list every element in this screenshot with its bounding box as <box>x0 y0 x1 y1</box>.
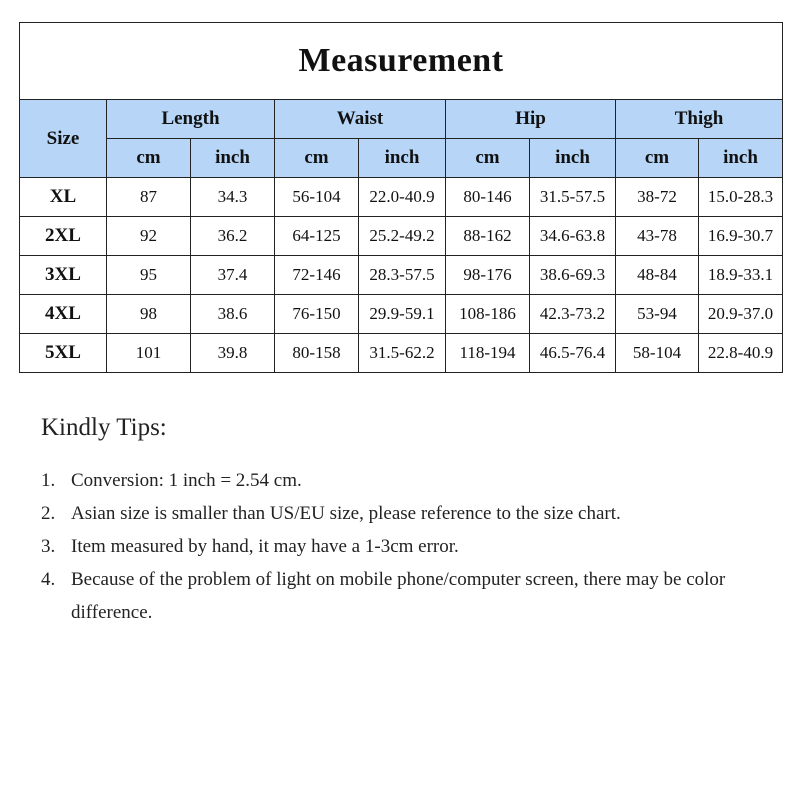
tip-number: 3. <box>41 536 56 557</box>
size-cell: 4XL <box>20 295 107 334</box>
table-cell: 28.3-57.5 <box>359 256 446 295</box>
table-cell: 101 <box>107 334 191 373</box>
table-cell: 16.9-30.7 <box>699 217 783 256</box>
table-cell: 118-194 <box>446 334 530 373</box>
tip-text: Asian size is smaller than US/EU size, please reference to the size chart. <box>71 503 621 524</box>
table-row <box>20 178 783 217</box>
table-cell: 38-72 <box>616 178 699 217</box>
table-cell: 42.3-73.2 <box>530 295 616 334</box>
measurement-table <box>19 22 783 373</box>
table-cell: 72-146 <box>275 256 359 295</box>
size-cell: XL <box>20 178 107 217</box>
table-cell: 37.4 <box>191 256 275 295</box>
tip-number: 2. <box>41 503 56 524</box>
table-cell: 25.2-49.2 <box>359 217 446 256</box>
table-cell: 53-94 <box>616 295 699 334</box>
unit-header: cm <box>107 139 191 178</box>
table-cell: 22.8-40.9 <box>699 334 783 373</box>
tips-list <box>41 464 761 629</box>
table-cell: 18.9-33.1 <box>699 256 783 295</box>
table-cell: 58-104 <box>616 334 699 373</box>
unit-header: inch <box>359 139 446 178</box>
table-cell: 46.5-76.4 <box>530 334 616 373</box>
thigh-header: Thigh <box>616 100 783 139</box>
table-cell: 34.6-63.8 <box>530 217 616 256</box>
table-cell: 56-104 <box>275 178 359 217</box>
table-row <box>20 217 783 256</box>
unit-header: cm <box>446 139 530 178</box>
size-cell: 5XL <box>20 334 107 373</box>
table-cell: 20.9-37.0 <box>699 295 783 334</box>
tips-title: Kindly Tips: <box>41 414 167 441</box>
table-cell: 22.0-40.9 <box>359 178 446 217</box>
unit-header: inch <box>699 139 783 178</box>
table-cell: 31.5-57.5 <box>530 178 616 217</box>
table-cell: 43-78 <box>616 217 699 256</box>
table-title: Measurement <box>20 23 783 100</box>
table-cell: 98 <box>107 295 191 334</box>
list-item <box>41 530 761 563</box>
table-cell: 36.2 <box>191 217 275 256</box>
table-cell: 64-125 <box>275 217 359 256</box>
table-cell: 92 <box>107 217 191 256</box>
table-cell: 98-176 <box>446 256 530 295</box>
unit-header: cm <box>275 139 359 178</box>
table-cell: 39.8 <box>191 334 275 373</box>
table-row <box>20 256 783 295</box>
table-cell: 80-146 <box>446 178 530 217</box>
tip-text: Because of the problem of light on mobile phone/computer screen, there may be color difference. <box>71 569 726 623</box>
tip-number: 1. <box>41 470 56 491</box>
table-cell: 15.0-28.3 <box>699 178 783 217</box>
tip-text: Item measured by hand, it may have a 1-3cm error. <box>71 536 459 557</box>
unit-header: cm <box>616 139 699 178</box>
list-item <box>41 497 761 530</box>
length-header: Length <box>107 100 275 139</box>
size-cell: 3XL <box>20 256 107 295</box>
tip-number: 4. <box>41 569 56 590</box>
table-cell: 31.5-62.2 <box>359 334 446 373</box>
table-cell: 34.3 <box>191 178 275 217</box>
tip-text: Conversion: 1 inch = 2.54 cm. <box>71 470 302 491</box>
table-cell: 108-186 <box>446 295 530 334</box>
table-cell: 48-84 <box>616 256 699 295</box>
table-cell: 29.9-59.1 <box>359 295 446 334</box>
table-cell: 80-158 <box>275 334 359 373</box>
table-cell: 38.6 <box>191 295 275 334</box>
table-cell: 87 <box>107 178 191 217</box>
list-item <box>41 464 761 497</box>
hip-header: Hip <box>446 100 616 139</box>
table-cell: 95 <box>107 256 191 295</box>
table-row <box>20 295 783 334</box>
size-header: Size <box>20 100 107 178</box>
list-item <box>41 563 761 629</box>
waist-header: Waist <box>275 100 446 139</box>
size-cell: 2XL <box>20 217 107 256</box>
table-cell: 88-162 <box>446 217 530 256</box>
kindly-tips <box>41 414 761 629</box>
table-cell: 38.6-69.3 <box>530 256 616 295</box>
table-row <box>20 334 783 373</box>
unit-header: inch <box>530 139 616 178</box>
unit-header: inch <box>191 139 275 178</box>
table-cell: 76-150 <box>275 295 359 334</box>
